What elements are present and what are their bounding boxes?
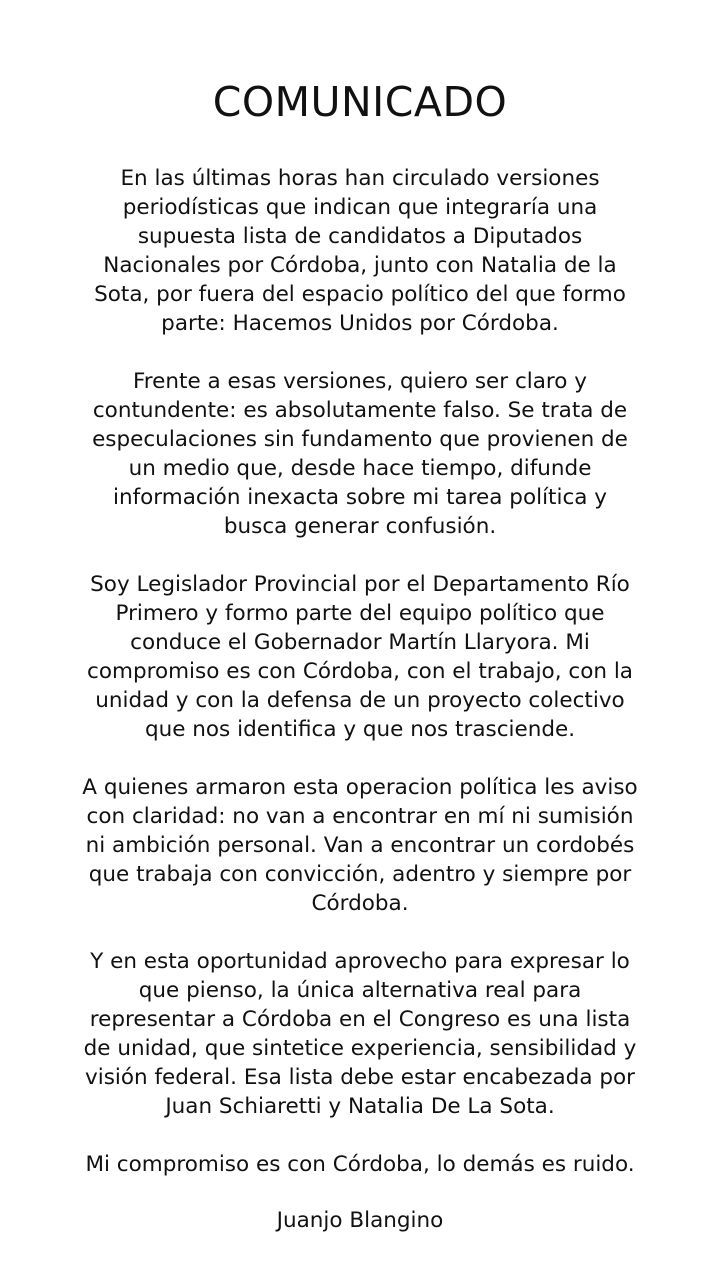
page-title: COMUNICADO: [212, 78, 508, 126]
text-line: información inexacta sobre mi tarea política y: [112, 485, 608, 510]
text-line: especulaciones sin fundamento que provienen de: [92, 427, 628, 452]
text-line: Mi compromiso es con Córdoba, lo demás es ruido.: [85, 1152, 635, 1177]
text-line: Juan Schiaretti y Natalia De La Sota.: [165, 1094, 555, 1119]
text-line: Frente a esas versiones, quiero ser claro y: [133, 369, 587, 394]
text-line: Sota, por fuera del espacio político del que formo: [94, 282, 626, 307]
text-line: que pienso, la única alternativa real para: [138, 978, 582, 1003]
text-line: Soy Legislador Provincial por el Departamento Río: [90, 572, 630, 597]
text-line: unidad y con la defensa de un proyecto colectivo: [95, 688, 625, 713]
text-line: ni ambición personal. Van a encontrar un cordobés: [85, 833, 635, 858]
text-line: representar a Córdoba en el Congreso es una lista: [89, 1007, 631, 1032]
text-line: conduce el Gobernador Martín Llaryora. Mi: [130, 630, 590, 655]
paragraph-6: [0, 1150, 720, 1179]
text-line: Primero y formo parte del equipo político que: [115, 601, 605, 626]
text-line: Y en esta oportunidad aprovecho para expresar lo: [90, 949, 630, 974]
text-line: periodísticas que indican que integraría una: [122, 195, 598, 220]
text-line: que nos identifica y que nos trasciende.: [144, 717, 576, 742]
text-line: Córdoba.: [311, 891, 409, 916]
text-line: parte: Hacemos Unidos por Córdoba.: [161, 311, 559, 336]
text-line: Nacionales por Córdoba, junto con Natalia de la: [103, 253, 617, 278]
statement-body: [0, 164, 720, 1179]
text-line: con claridad: no van a encontrar en mí ni sumisión: [86, 804, 634, 829]
paragraph-4: [0, 773, 720, 918]
text-line: En las últimas horas han circulado versiones: [120, 166, 600, 191]
text-line: que trabaja con convicción, adentro y siempre por: [88, 862, 632, 887]
text-line: A quienes armaron esta operacion política les aviso: [82, 775, 638, 800]
paragraph-2: [0, 367, 720, 541]
paragraph-1: [0, 164, 720, 338]
text-line: busca generar confusión.: [223, 514, 497, 539]
text-line: contundente: es absolutamente falso. Se trata de: [92, 398, 628, 423]
signature: Juanjo Blangino: [276, 1208, 444, 1233]
text-line: compromiso es con Córdoba, con el trabajo, con la: [87, 659, 633, 684]
paragraph-5: [0, 947, 720, 1121]
text-line: visión federal. Esa lista debe estar encabezada por: [85, 1065, 635, 1090]
text-line: un medio que, desde hace tiempo, difunde: [128, 456, 592, 481]
paragraph-3: [0, 570, 720, 744]
text-line: supuesta lista de candidatos a Diputados: [137, 224, 583, 249]
text-line: de unidad, que sintetice experiencia, sensibilidad y: [83, 1036, 637, 1061]
